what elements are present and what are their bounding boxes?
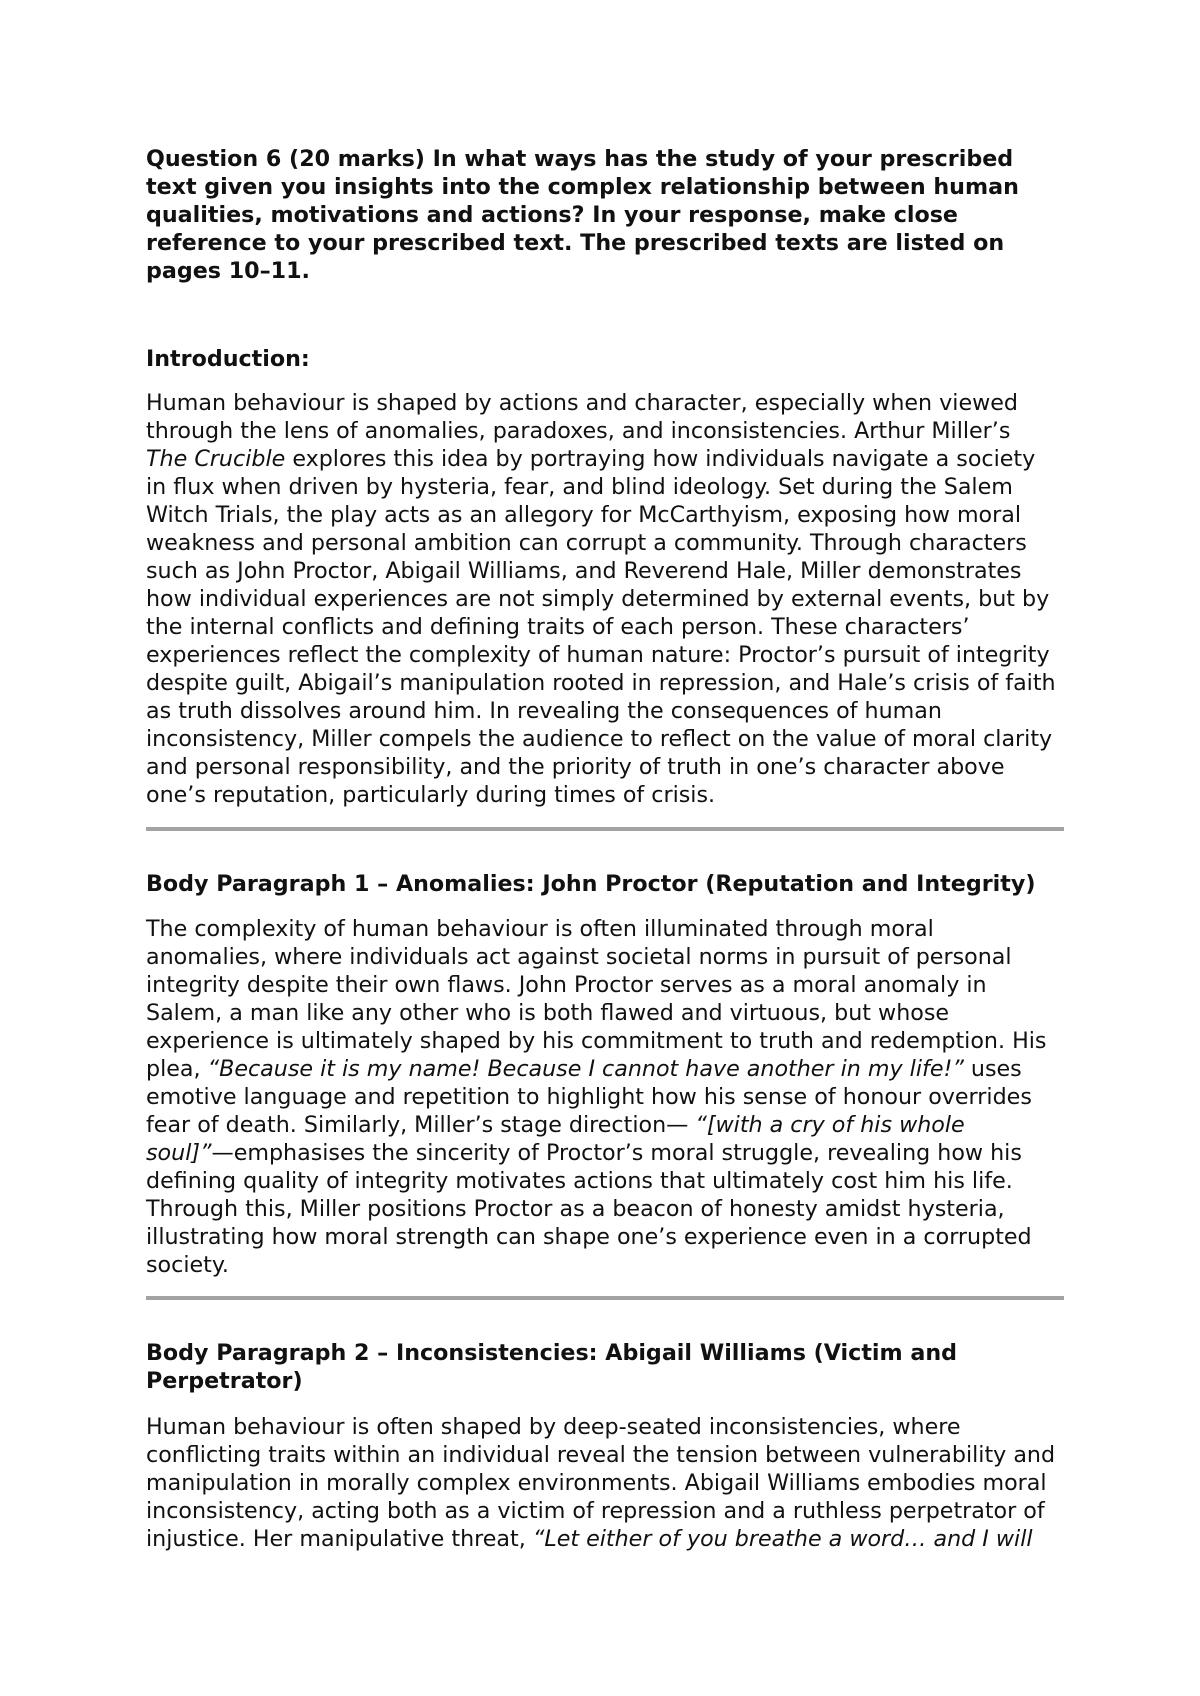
document-body: [146, 145, 1064, 1553]
paragraph-line: [146, 1497, 1064, 1525]
text-run: manipulation in morally complex environments. Abigail Williams embodies moral: [146, 1469, 1047, 1496]
question-prompt: [146, 145, 1064, 285]
paragraph-line: [146, 473, 1064, 501]
paragraph-line: [146, 1525, 1064, 1553]
section-divider: [146, 827, 1064, 831]
heading-line: Body Paragraph 2 – Inconsistencies: Abigail Williams (Victim and: [146, 1340, 958, 1366]
text-run: —emphasises the sincerity of Proctor’s moral struggle, revealing how his: [211, 1140, 1022, 1166]
introduction-paragraph: [146, 389, 1064, 809]
paragraph-line: [146, 999, 1064, 1027]
text-run: integrity despite their own flaws. John Proctor serves as a moral anomaly in: [146, 972, 987, 998]
text-run: conflicting traits within an individual reveal the tension between vulnerability and: [146, 1441, 1056, 1468]
text-run: explores this idea by portraying how individuals navigate a society: [285, 446, 1036, 472]
text-run: plea,: [146, 1056, 208, 1082]
heading-line: Introduction:: [146, 345, 310, 372]
question-line: qualities, motivations and actions? In your response, make close: [146, 202, 958, 228]
italic-text-run: The Crucible: [146, 446, 286, 472]
text-run: Through this, Miller positions Proctor as a beacon of honesty amidst hysteria,: [146, 1196, 1005, 1222]
paragraph-line: [146, 1469, 1064, 1497]
italic-text-run: “Because it is my name! Because I cannot have another in my life!”: [207, 1056, 964, 1082]
italic-text-run: “[with a cry of his whole: [695, 1112, 965, 1138]
paragraph-line: [146, 1111, 1064, 1139]
paragraph-line: [146, 943, 1064, 971]
question-line: reference to your prescribed text. The prescribed texts are listed on: [146, 230, 1005, 256]
text-run: the internal conflicts and defining traits of each person. These characters’: [146, 614, 970, 640]
paragraph-line: [146, 1441, 1064, 1469]
paragraph-line: [146, 585, 1064, 613]
question-line: Question 6 (20 marks) In what ways has the study of your prescribed: [146, 146, 1014, 172]
text-run: in flux when driven by hysteria, fear, and blind ideology. Set during the Salem: [146, 474, 1013, 500]
paragraph-line: [146, 1167, 1064, 1195]
question-line: pages 10–11.: [146, 258, 310, 284]
paragraph-line: [146, 1251, 1064, 1279]
paragraph-line: [146, 389, 1064, 417]
text-run: despite guilt, Abigail’s manipulation rooted in repression, and Hale’s crisis of faith: [146, 670, 1056, 696]
text-run: experience is ultimately shaped by his commitment to truth and redemption. His: [146, 1028, 1047, 1054]
text-run: inconsistency, acting both as a victim of repression and a ruthless perpetrator of: [146, 1497, 1045, 1524]
italic-text-run: “Let either of you breathe a word… and I will: [532, 1525, 1033, 1552]
text-run: fear of death. Similarly, Miller’s stage direction—: [146, 1112, 696, 1138]
text-run: inconsistency, Miller compels the audience to reflect on the value of moral clarity: [146, 726, 1053, 752]
paragraph-line: [146, 1055, 1064, 1083]
text-run: Witch Trials, the play acts as an allegory for McCarthyism, exposing how moral: [146, 502, 1022, 528]
paragraph-line: [146, 1027, 1064, 1055]
text-run: how individual experiences are not simply determined by external events, but by: [146, 586, 1050, 612]
paragraph-line: [146, 915, 1064, 943]
body-paragraph-1-heading: [146, 870, 1064, 898]
paragraph-line: [146, 1223, 1064, 1251]
paragraph-line: [146, 669, 1064, 697]
paragraph-line: [146, 445, 1064, 473]
paragraph-line: [146, 725, 1064, 753]
paragraph-line: [146, 613, 1064, 641]
paragraph-line: [146, 641, 1064, 669]
paragraph-line: [146, 501, 1064, 529]
introduction-heading: [146, 345, 1064, 373]
paragraph-line: [146, 781, 1064, 809]
text-run: society.: [146, 1252, 229, 1278]
paragraph-line: [146, 1195, 1064, 1223]
body-paragraph-1-text: [146, 915, 1064, 1279]
section-divider: [146, 1296, 1064, 1300]
text-run: weakness and personal ambition can corrupt a community. Through characters: [146, 530, 1027, 556]
paragraph-line: [146, 1139, 1064, 1167]
text-run: Salem, a man like any other who is both flawed and virtuous, but whose: [146, 1000, 950, 1026]
paragraph-line: [146, 417, 1064, 445]
text-run: Human behaviour is often shaped by deep-seated inconsistencies, where: [146, 1413, 961, 1440]
paragraph-line: [146, 1083, 1064, 1111]
paragraph-line: [146, 753, 1064, 781]
text-run: anomalies, where individuals act against societal norms in pursuit of personal: [146, 944, 1012, 970]
text-run: through the lens of anomalies, paradoxes, and inconsistencies. Arthur Miller’s: [146, 418, 1011, 444]
text-run: as truth dissolves around him. In revealing the consequences of human: [146, 698, 942, 724]
text-run: injustice. Her manipulative threat,: [146, 1525, 533, 1552]
paragraph-line: [146, 1413, 1064, 1441]
body-paragraph-2-heading: [146, 1339, 1064, 1395]
heading-line: Body Paragraph 1 – Anomalies: John Proctor (Reputation and Integrity): [146, 871, 1036, 897]
text-run: uses: [963, 1056, 1022, 1082]
text-run: illustrating how moral strength can shape one’s experience even in a corrupted: [146, 1224, 1032, 1250]
text-run: emotive language and repetition to highlight how his sense of honour overrides: [146, 1084, 1032, 1110]
text-run: defining quality of integrity motivates actions that ultimately cost him his life.: [146, 1168, 1013, 1194]
text-run: such as John Proctor, Abigail Williams, and Reverend Hale, Miller demonstrates: [146, 558, 1022, 584]
text-run: and personal responsibility, and the priority of truth in one’s character above: [146, 754, 1005, 780]
italic-text-run: soul]”: [146, 1140, 212, 1166]
paragraph-line: [146, 971, 1064, 999]
body-paragraph-2-text: [146, 1413, 1064, 1553]
text-run: Human behaviour is shaped by actions and character, especially when viewed: [146, 390, 1018, 416]
heading-line: Perpetrator): [146, 1368, 303, 1394]
paragraph-line: [146, 529, 1064, 557]
question-line: text given you insights into the complex relationship between human: [146, 174, 1019, 200]
text-run: The complexity of human behaviour is often illuminated through moral: [146, 916, 934, 942]
paragraph-line: [146, 557, 1064, 585]
paragraph-line: [146, 697, 1064, 725]
text-run: one’s reputation, particularly during times of crisis.: [146, 782, 716, 808]
text-run: experiences reflect the complexity of human nature: Proctor’s pursuit of integrity: [146, 642, 1050, 668]
